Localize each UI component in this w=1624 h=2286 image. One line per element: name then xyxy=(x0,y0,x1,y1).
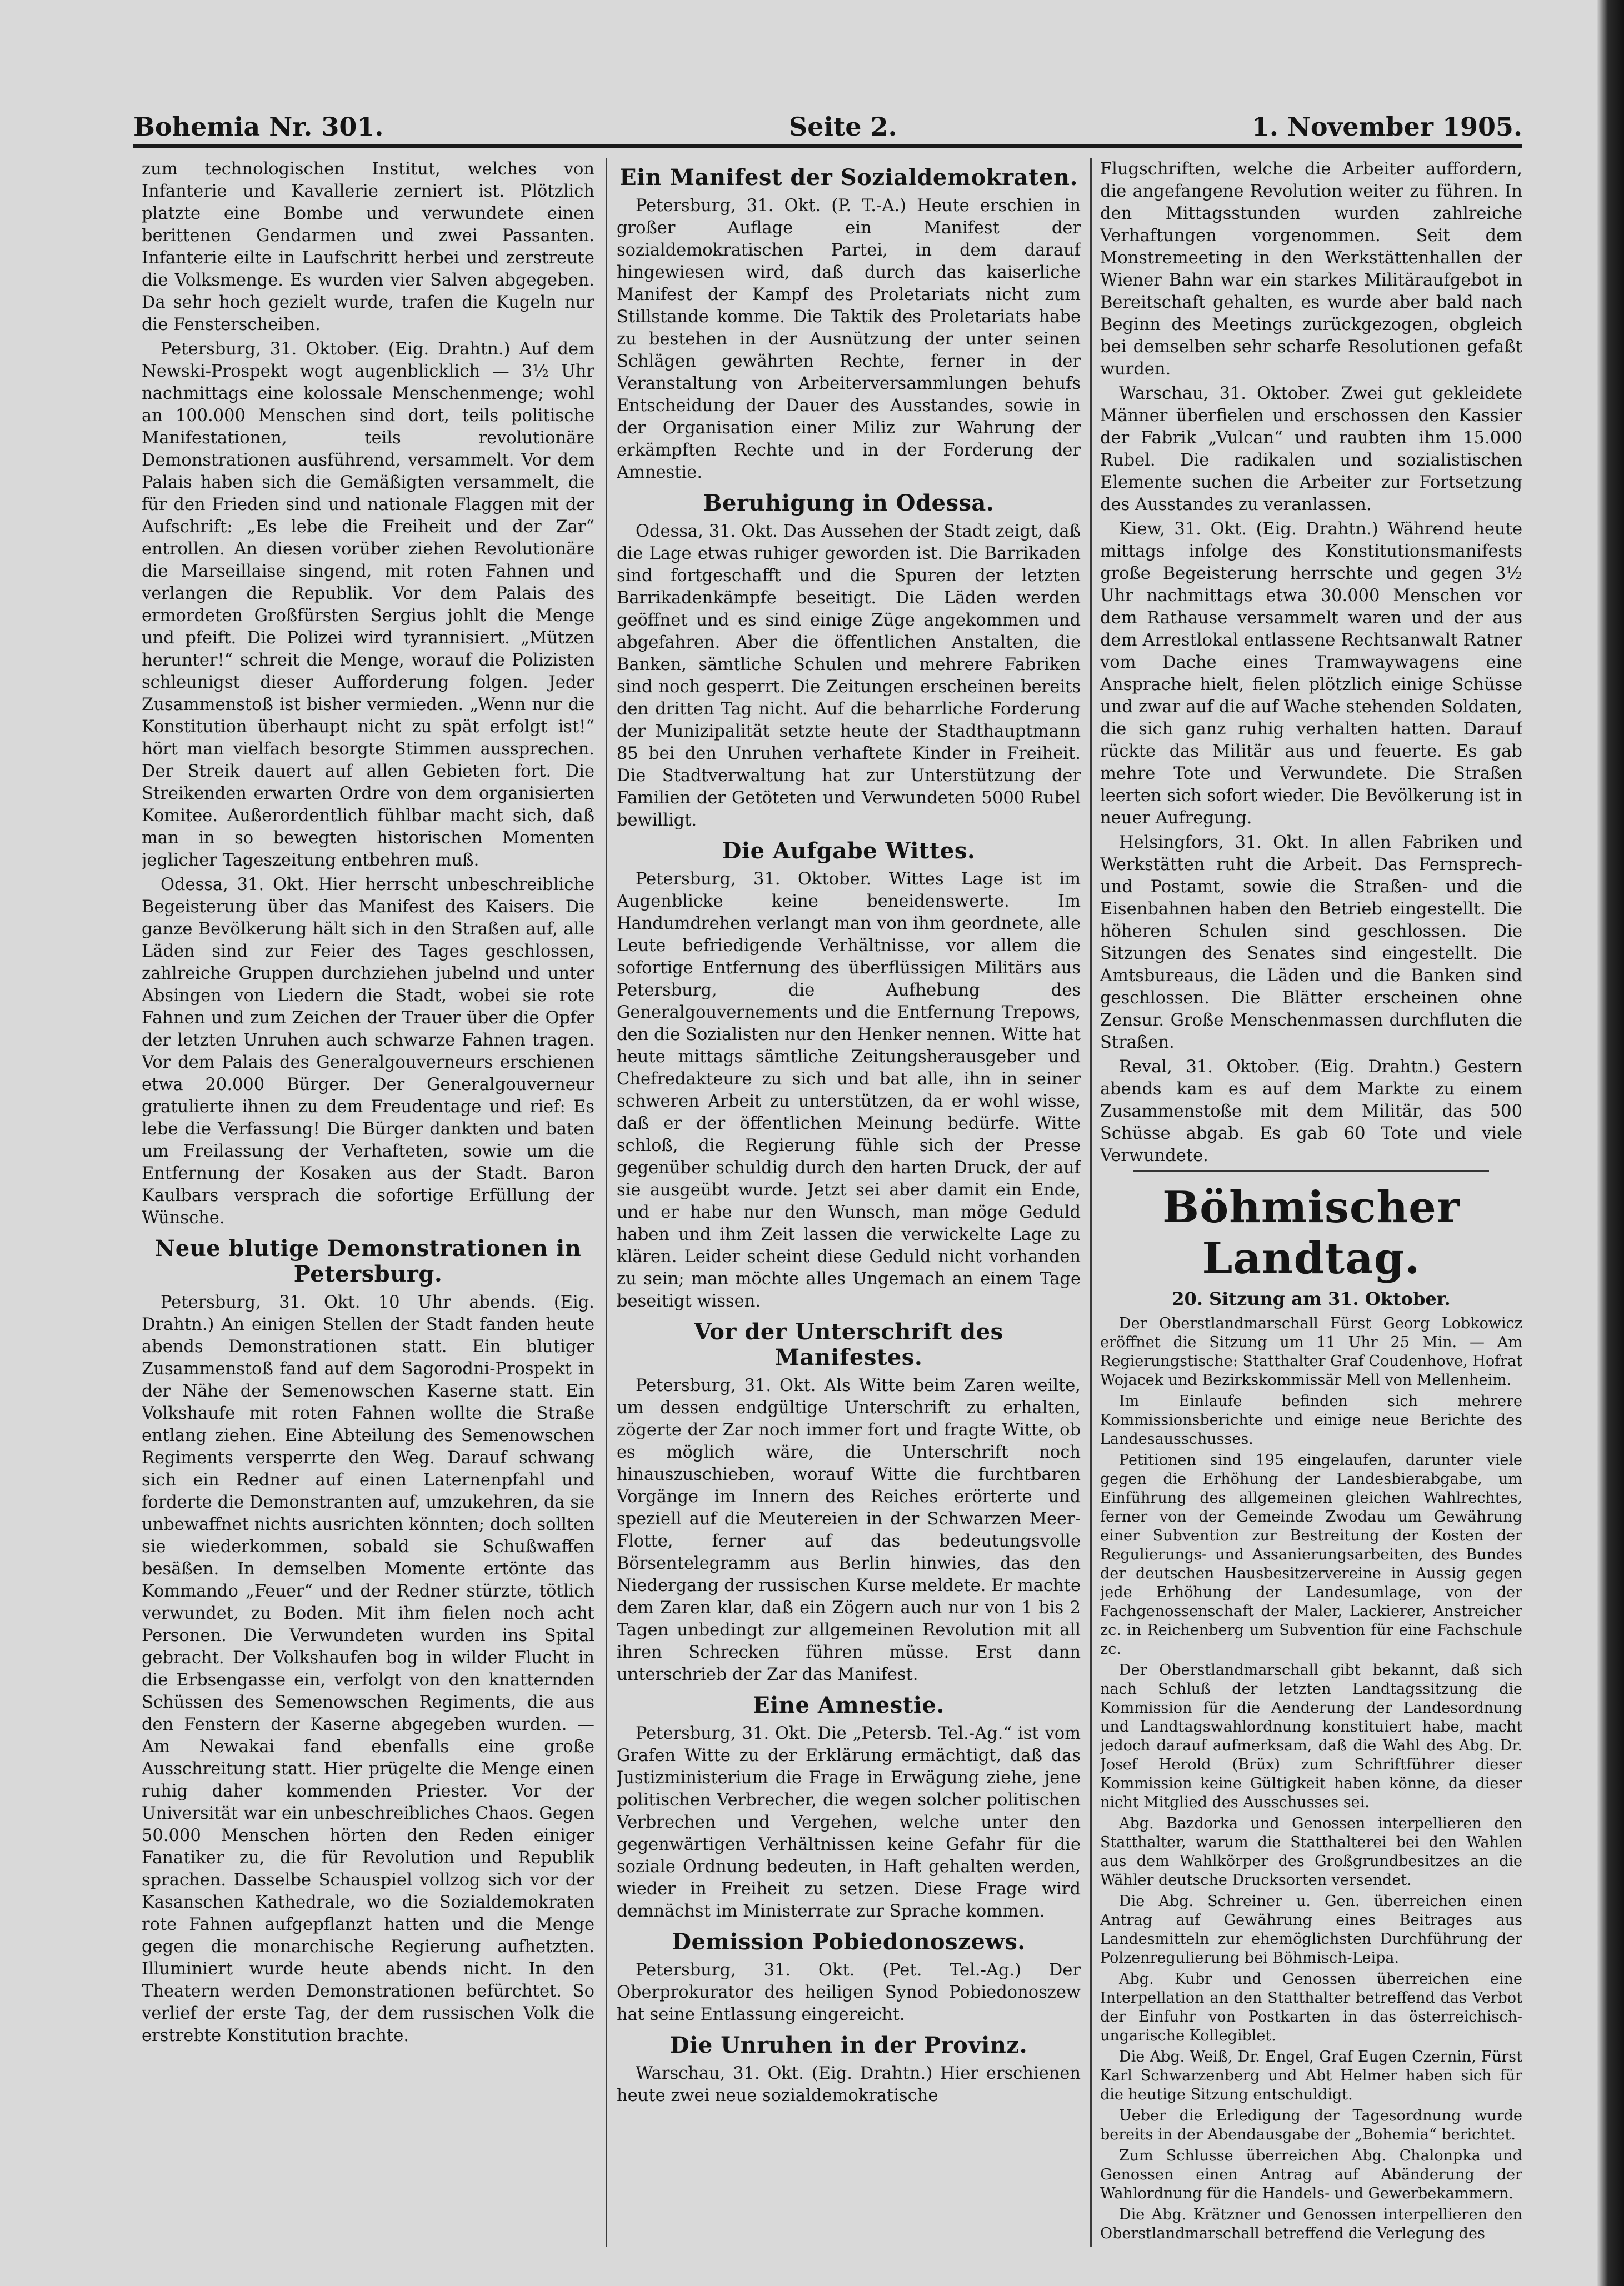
landtag-paragraph: Ueber die Erledigung der Tagesordnung wurde bereits in der Abendausgabe der „Bohemia“ berichtet. xyxy=(1100,2107,1522,2143)
article-headline: Die Unruhen in der Provinz. xyxy=(669,2032,1028,2058)
landtag-paragraph: Abg. Bazdorka und Genossen interpellieren den Statthalter, warum die Statthalterei bei den Wahlen aus dem Wahlkörper des Großgrundbesitzes an die Wähler deutsche Drucksorten versendet. xyxy=(1100,1815,1522,1889)
landtag-paragraph: Die Abg. Weiß, Dr. Engel, Graf Eugen Czernin, Fürst Karl Schwarzenberg und Abt Helmer haben sich für die heutige Sitzung entschuldigt. xyxy=(1100,2048,1522,2103)
landtag-paragraph: Der Oberstlandmarschall Fürst Georg Lobkowicz eröffnet die Sitzung um 11 Uhr 25 Min. — Am Regierungstische: Statthalter Graf Coudenhove, Hofrat Wojacek und Bezirkskommissär Mell von Mellenheim. xyxy=(1100,1315,1522,1389)
header-date: 1. November 1905. xyxy=(1251,112,1522,142)
landtag-paragraph: Abg. Kubr und Genossen überreichen eine Interpellation an den Statthalter betreffend das Verbot der Einfuhr von Postkarten in das österreichisch-ungarische Kollegiblet. xyxy=(1100,1970,1522,2044)
landtag-paragraph: Der Oberstlandmarschall gibt bekannt, daß sich nach Schluß der letzten Landtagssitzung die Kommission für die Aenderung der Landesordnung und Landtagswahlordnung konstituiert habe, macht jedoch darauf aufmerksam, daß die Wahl des Abg. Dr. Josef Herold (Brüx) zum Schriftführer dieser Kommission keine Gültigkeit haben könne, da dieser nicht Mitglied des Ausschusses sei. xyxy=(1100,1662,1522,1811)
article-paragraph: Warschau, 31. Oktober. Zwei gut gekleidete Männer überfielen und erschossen den Kassier der Fabrik „Vulcan“ und raubten ihm 15.000 Rubel. Die radikalen und sozialistischen Elemente suchen die Arbeiter zur Fortsetzung des Ausstandes zu veranlassen. xyxy=(1100,384,1522,514)
article-paragraph: Helsingfors, 31. Okt. In allen Fabriken und Werkstätten ruht die Arbeit. Das Fernsprech- und Postamt, sowie die Straßen- und die Eisenbahnen haben den Betrieb eingestellt. Die höheren Schulen sind geschlossen. Die Sitzungen des Senates sind eingestellt. Die Amtsbureaus, die Läden und die Banken sind geschlossen. Die Blätter erscheinen ohne Zensur. Große Menschenmassen durchfluten die Straßen. xyxy=(1100,833,1522,1052)
article-paragraph: Petersburg, 31. Okt. Die „Petersb. Tel.-Ag.“ ist vom Grafen Witte zu der Erklärung ermächtigt, daß das Justizministerium die Frage in Erwägung ziehe, jene politischen Verbrecher, die wegen solcher politischen Verbrechen und Vergehen, welche unter den gegenwärtigen Verhältnissen keine Gefahr für die soziale Ordnung bedeuten, in Haft gehalten werden, wieder in Freiheit zu setzen. Diese Frage wird demnächst im Ministerrate zur Sprache kommen. xyxy=(617,1724,1081,1921)
article-paragraph: Warschau, 31. Okt. (Eig. Drahtn.) Hier erschienen heute zwei neue sozialdemokratische xyxy=(617,2064,1081,2105)
column-divider xyxy=(1090,158,1092,2247)
landtag-paragraph: Im Einlaufe befinden sich mehrere Kommissionsberichte und einige neue Berichte des Landesausschusses. xyxy=(1100,1393,1522,1448)
scan-edge xyxy=(1597,0,1624,2286)
header-page-number: Seite 2. xyxy=(789,112,897,142)
page-header xyxy=(133,103,1522,147)
article-paragraph: Petersburg, 31. Okt. (Pet. Tel.-Ag.) Der Oberprokurator des heiligen Synod Pobiedonoszew hat seine Entlassung eingereicht. xyxy=(617,1960,1081,2024)
column-2 xyxy=(617,158,1081,2258)
article-paragraph: Petersburg, 31. Okt. (P. T.-A.) Heute erschien in großer Auflage ein Manifest der sozialdemokratischen Partei, in dem darauf hingewiesen wird, daß durch das kaiserliche Manifest der Kampf des Proletariats nicht zum Stillstande komme. Die Taktik des Proletariats habe zu bestehen in der Ausnützung der unter seinen Schlägen gewährten Rechte, ferner in der Veranstaltung von Arbeiterversammlungen behufs Entscheidung der Dauer des Ausstandes, sowie in der Organisation einer Miliz zur Wahrung der erkämpften Rechte und in der Forderung der Amnestie. xyxy=(617,196,1081,482)
article-paragraph: Flugschriften, welche die Arbeiter auffordern, die angefangene Revolution weiter zu führen. In den Mittagsstunden wurden zahlreiche Verhaftungen vorgenommen. Seit dem Monstremeeting in den Werkstättenhallen der Wiener Bahn war ein starkes Militäraufgebot in Bereitschaft gehalten, es wurde aber bald nach Beginn des Meetings zurückgezogen, obgleich bei demselben sehr scharfe Resolutionen gefaßt wurden. xyxy=(1100,159,1522,379)
article-paragraph: zum technologischen Institut, welches von Infanterie und Kavallerie zerniert ist. Plötzlich platzte eine Bombe und verwundete einen berittenen Gendarmen und zwei Passanten. Infanterie eilte in Laufschritt herbei und zerstreute die Volksmenge. Es wurden vier Salven abgegeben. Da sehr hoch gezielt wurde, trafen die Kugeln nur die Fensterscheiben. xyxy=(142,159,594,334)
article-headline: Vor der Unterschrift des Manifestes. xyxy=(694,1319,1003,1370)
article-headline: Beruhigung in Odessa. xyxy=(703,490,995,516)
article-headline: Eine Amnestie. xyxy=(753,1692,945,1718)
article-headline: Ein Manifest der Sozialdemokraten. xyxy=(619,164,1078,191)
landtag-paragraph: Die Abg. Krätzner und Genossen interpellieren den Oberstlandmarschall betreffend die Verlegung des xyxy=(1100,2206,1522,2242)
header-rule xyxy=(133,144,1522,148)
column-1 xyxy=(142,158,594,2258)
article-paragraph: Petersburg, 31. Okt. Als Witte beim Zaren weilte, um dessen endgültige Unterschrift zu erhalten, zögerte der Zar noch immer fort und fragte Witte, ob es möglich wäre, die Unterschrift noch hinauszuschieben, worauf Witte die furchtbaren Vorgänge im Innern des Reiches erörterte und speziell auf die Meutereien in der Schwarzen Meer-Flotte, ferner auf das bedeutungsvolle Börsentelegramm aus Berlin hinwies, das den Niedergang der russischen Kurse meldete. Er machte dem Zaren klar, daß ein Zögern auch nur von 1 bis 2 Tagen unbedingt zur allgemeinen Revolution mit all ihren Schrecken führen müsse. Erst dann unterschrieb der Zar das Manifest. xyxy=(617,1376,1081,1684)
landtag-paragraph: Zum Schlusse überreichen Abg. Chalonpka und Genossen einen Antrag auf Abänderung der Wahlordnung für die Handels- und Gewerbekammern. xyxy=(1100,2147,1522,2202)
section-subtitle: 20. Sitzung am 31. Oktober. xyxy=(1172,1288,1451,1309)
column-divider xyxy=(606,158,607,2247)
article-paragraph: Petersburg, 31. Oktober. (Eig. Drahtn.) Auf dem Newski-Prospekt wogt augenblicklich — 3½ Uhr nachmittags eine kolossale Menschenmenge; wohl an 100.000 Menschen sind dort, teils politische Manifestationen, teils revolutionäre Demonstrationen ausführend, versammelt. Vor dem Palais haben sich die Gemäßigten versammelt, die für den Frieden sind und nationale Flaggen mit der Aufschrift: „Es lebe die Freiheit und der Zar“ entrollen. An diesen vorüber ziehen Revolutionäre die Marseillaise singend, mit roten Fahnen und verlangen die Republik. Vor dem Palais des ermordeten Großfürsten Sergius johlt die Menge und pfeift. Die Polizei wird tyrannisiert. „Mützen herunter!“ schreit die Menge, worauf die Polizisten schleunigst dieser Aufforderung folgen. Jeder Zusammenstoß ist bisher vermieden. „Wenn nur die Konstitution überhaupt nicht zu spät erfolgt ist!“ hört man vielfach besorgte Stimmen aussprechen. Der Streik dauert auf allen Gebieten fort. Die Streikenden erwarten Ordre von dem organisierten Komitee. Außerordentlich fühlbar macht sich, daß man in so bewegten historischen Momenten jeglicher Tageszeitung entbehren muß. xyxy=(142,339,594,870)
article-paragraph: Odessa, 31. Okt. Das Aussehen der Stadt zeigt, daß die Lage etwas ruhiger geworden ist. Die Barrikaden sind fortgeschafft und die Spuren der letzten Barrikadenkämpfe beseitigt. Die Läden werden geöffnet und es sind einige Züge angekommen und abgefahren. Aber die öffentlichen Anstalten, die Banken, sämtliche Schulen und mehrere Fabriken sind noch gesperrt. Die Zeitungen erscheinen bereits den dritten Tag nicht. Auf die beharrliche Forderung der Munizipalität setzte heute der Stadthauptmann 85 bei den Unruhen verhaftete Kinder in Freiheit. Die Stadtverwaltung hat zur Unterstützung der Familien der Getöteten und Verwundeten 5000 Rubel bewilligt. xyxy=(617,522,1081,830)
article-headline: Die Aufgabe Wittes. xyxy=(722,838,976,864)
article-headline: Demission Pobiedonoszews. xyxy=(672,1929,1026,1955)
header-issue: Bohemia Nr. 301. xyxy=(133,112,384,142)
landtag-paragraph: Petitionen sind 195 eingelaufen, darunter viele gegen die Erhöhung der Landesbierabgabe, um Einführung des allgemeinen gleichen Wahlrechtes, ferner von der Gemeinde Zwodau um Gewährung einer Subvention zur Bestreitung der Kosten der Regulierungs- und Assanierungsarbeiten, des Bundes der deutschen Hausbesitzervereine in Aussig gegen jede Erhöhung der Landesumlage, von der Fachgenossenschaft der Maler, Lackierer, Anstreicher zc. in Reichenberg um Subvention für eine Fachschule zc. xyxy=(1100,1452,1522,1658)
article-paragraph: Petersburg, 31. Oktober. Wittes Lage ist im Augenblicke keine beneidenswerte. Im Handumdrehen verlangt man von ihm geordnete, alle Leute befriedigende Verhältnisse, vor allem die sofortige Entfernung des überflüssigen Militärs aus Petersburg, die Aufhebung des Generalgouvernements und die Entfernung Trepows, den die Sozialisten nur den Henker nennen. Witte hat heute mittags sämtliche Zeitungsherausgeber und Chefredakteure zu sich und bat alle, ihn in seiner schweren Arbeit zu unterstützen, da er wohl wisse, daß er der öffentlichen Meinung bedürfe. Witte schloß, die Regierung fühle sich der Presse gegenüber schuldig durch den harten Druck, der auf sie ausgeübt wurde. Jetzt sei aber damit ein Ende, und er habe nur den Wunsch, man möge Geduld haben und ihm Zeit lassen die verwickelte Lage zu klären. Leider scheint diese Geduld nicht vorhanden zu sein; man möchte alles Ungemach an einem Tage beseitigt wissen. xyxy=(617,869,1081,1311)
section-title-landtag: Böhmischer Landtag. xyxy=(1162,1182,1460,1284)
article-headline: Neue blutige Demonstrationen in Petersburg. xyxy=(154,1235,582,1287)
section-rule xyxy=(1133,1170,1489,1172)
column-3 xyxy=(1100,158,1522,2258)
article-paragraph: Petersburg, 31. Okt. 10 Uhr abends. (Eig. Drahtn.) An einigen Stellen der Stadt fanden heute abends Demonstrationen statt. Ein blutiger Zusammenstoß fand auf dem Sagorodni-Prospekt in der Nähe der Semenowschen Kaserne statt. Ein Volkshaufe mit roten Fahnen wollte die Straße entlang ziehen. Eine Abteilung des Semenowschen Regiments versperrte den Weg. Darauf schwang sich ein Redner auf einen Laternenpfahl und forderte die Demonstranten auf, umzukehren, da sie unbewaffnet nichts ausrichten könnten; doch sollten sie wiederkommen, sobald sie Schußwaffen besäßen. In demselben Momente ertönte das Kommando „Feuer“ und der Redner stürzte, tötlich verwundet, zu Boden. Mit ihm fielen noch acht Personen. Die Verwundeten wurden ins Spital gebracht. Der Volkshaufen bog in wilder Flucht in die Erbsengasse ein, verfolgt von den knatternden Schüssen des Semenowschen Regiments, die aus den Fenstern der Kaserne abgegeben wurden. — Am Newakai fand ebenfalls eine große Ausschreitung statt. Hier prügelte die Menge einen ruhig daher kommenden Priester. Vor der Universität war ein unbeschreibliches Chaos. Gegen 50.000 Menschen hörten den Reden einiger Fanatiker zu, die für Revolution und Republik sprachen. Dasselbe Schauspiel vollzog sich vor der Kasanschen Kathedrale, wo die Sozialdemokraten rote Fahnen aufgepflanzt hatten und die Menge gegen die monarchische Regierung aufhetzten. Illuminiert wurde heute abends nicht. In den Theatern werden Demonstrationen befürchtet. So verlief der erste Tag, der dem russischen Volk die erstrebte Konstitution brachte. xyxy=(142,1293,594,2045)
article-paragraph: Reval, 31. Oktober. (Eig. Drahtn.) Gestern abends kam es auf dem Markte zu einem Zusammenstoße mit dem Militär, das 500 Schüsse abgab. Es gab 60 Tote und viele Verwundete. xyxy=(1100,1057,1522,1165)
article-paragraph: Kiew, 31. Okt. (Eig. Drahtn.) Während heute mittags infolge des Konstitutionsmanifests große Begeisterung herrschte und gegen 3½ Uhr nachmittags etwa 30.000 Menschen vor dem Rathause versammelt waren und der aus dem Arrestlokal entlassene Rechtsanwalt Ratner vom Dache eines Tramwaywagens eine Ansprache hielt, fielen plötzlich einige Schüsse und zwar auf die auf Wache stehenden Soldaten, die sich ganz ruhig verhalten hatten. Darauf rückte das Militär aus und feuerte. Es gab mehre Tote und Verwundete. Die Straßen leerten sich sofort wieder. Die Bevölkerung ist in neuer Aufregung. xyxy=(1100,519,1522,828)
article-paragraph: Odessa, 31. Okt. Hier herrscht unbeschreibliche Begeisterung über das Manifest des Kaisers. Die ganze Bevölkerung hält sich in den Straßen auf, alle Läden sind zur Feier des Tages geschlossen, zahlreiche Gruppen durchziehen jubelnd und unter Absingen von Liedern die Stadt, wobei sie rote Fahnen und zum Zeichen der Trauer über die Opfer der letzten Unruhen auch schwarze Fahnen tragen. Vor dem Palais des Generalgouverneurs erschienen etwa 20.000 Bürger. Der Generalgouverneur gratulierte ihnen zu dem Freudentage und rief: Es lebe die Verfassung! Die Bürger dankten und baten um Freilassung der Verhafteten, sowie um die Entfernung der Kosaken aus der Stadt. Baron Kaulbars versprach die sofortige Erfüllung der Wünsche. xyxy=(142,875,594,1228)
landtag-paragraph: Die Abg. Schreiner u. Gen. überreichen einen Antrag auf Gewährung eines Beitrages aus Landesmitteln zur ehemöglichsten Durchführung der Polzenregulierung bei Böhmisch-Leipa. xyxy=(1100,1893,1522,1967)
